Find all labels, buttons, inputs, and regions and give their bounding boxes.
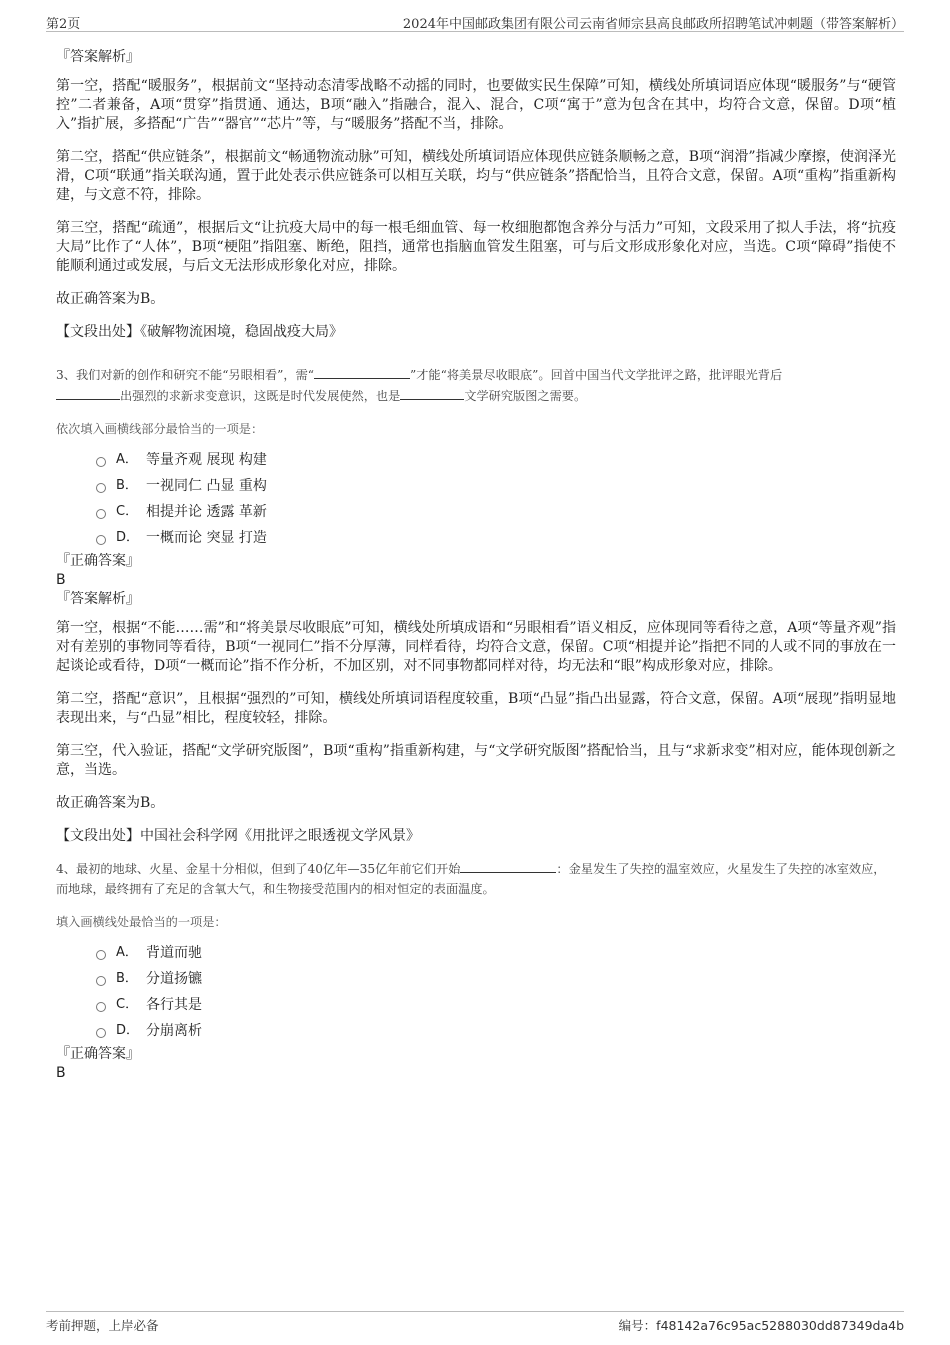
analysis-paragraph: 第一空，根据“不能……需”和“将美景尽收眼底”可知，横线处所填成语和“另眼相看”语义相反，应体现同等看待之意，A项“等量齐观”指对有差别的事物同等看待，B项“一视同仁”指不分厚薄，同样看待，均符合文意，保留。C项“相提并论”指把不同的人或不同的事放在一起谈论或看待，D项“一概而论”指不作分析，不加区别，对不同事物都同样对待，均无法和“眼”构成形象对应，排除。: [56, 620, 896, 674]
footer-slogan: 考前押题，上岸必备: [46, 1318, 159, 1333]
option-c[interactable]: [96, 992, 896, 1018]
answer-analysis-label: 『答案解析』: [56, 591, 140, 607]
analysis-paragraph: 第三空，搭配“疏通”，根据后文“让抗疫大局中的每一根毛细血管、每一枚细胞都饱含养分与活力”可知，文段采用了拟人手法，将“抗疫大局”比作了“人体”，B项“梗阻”指阻塞、断绝，阻挡，通常也指脑血管发生阻塞，可与后文形成形象化对应，当选。C项“障碍”指使不能顺利通过或发展，与后文无法形成形象化对应，排除。: [56, 220, 896, 274]
correct-answer: B: [56, 572, 66, 588]
stem-text: 4、最初的地球、火星、金星十分相似，但到了40亿年—35亿年前它们开始: [56, 862, 461, 876]
option-text: 一概而论 突显 打造: [146, 530, 267, 546]
answer-blank: [400, 385, 464, 400]
option-text: 各行其是: [146, 997, 202, 1013]
radio-button-icon[interactable]: [96, 457, 106, 467]
question-3: [56, 364, 896, 846]
header-divider: [46, 31, 904, 32]
option-d[interactable]: [96, 1018, 896, 1044]
option-list: [56, 447, 896, 551]
option-letter: A．: [116, 452, 138, 467]
option-c[interactable]: [96, 499, 896, 525]
option-d[interactable]: [96, 525, 896, 551]
analysis-paragraph: 第二空，搭配“供应链条”，根据前文“畅通物流动脉”可知，横线处所填词语应体现供应链条顺畅之意，B项“润滑”指减少摩擦，使润泽光滑，C项“联通”指关联沟通，置于此处表示供应链条可以相互关联，均与“供应链条”搭配恰当，且符合文意，保留。A项“重构”指重新构建，与文意不符，排除。: [56, 149, 896, 203]
analysis-paragraph: 第三空，代入验证，搭配“文学研究版图”，B项“重构”指重新构建，与“文学研究版图”搭配恰当，且与“求新求变”相对应，能体现创新之意，当选。: [56, 743, 896, 778]
question-stem: [56, 858, 896, 899]
page-footer: [0, 1306, 950, 1345]
option-letter: D．: [116, 1023, 140, 1038]
option-text: 分道扬镳: [146, 971, 202, 987]
stem-text: ”才能“将美景尽收眼底”。回首中国当代文学批评之路，批评眼光背后: [410, 368, 783, 382]
correct-answer-label: 『正确答案』: [56, 1046, 140, 1062]
option-letter: B．: [116, 971, 138, 986]
radio-button-icon[interactable]: [96, 950, 106, 960]
option-text: 一视同仁 凸显 重构: [146, 478, 267, 494]
stem-text: ：金星发生了失控的温室效应，火星发生了失控的冰室效应，而地球，最终拥有了充足的含氧大气，和生物接受范围内的相对恒定的表面温度。: [56, 862, 886, 896]
radio-button-icon[interactable]: [96, 509, 106, 519]
radio-button-icon[interactable]: [96, 1002, 106, 1012]
option-text: 相提并论 透露 革新: [146, 504, 267, 520]
answer-blank: [56, 385, 120, 400]
correct-answer: B: [56, 1065, 66, 1081]
radio-button-icon[interactable]: [96, 976, 106, 986]
conclusion: 故正确答案为B。: [56, 795, 165, 811]
radio-button-icon[interactable]: [96, 535, 106, 545]
passage-source: 【文段出处】《破解物流困境，稳固战疫大局》: [56, 324, 343, 340]
page-number: 第2页: [46, 17, 81, 32]
analysis-paragraph: 第一空，搭配“暖服务”，根据前文“坚持动态清零战略不动摇的同时，也要做实民生保障”可知，横线处所填词语应体现“暖服务”与“硬管控”二者兼备，A项“贯穿”指贯通、通达，B项“融入”指融合，混入、混合，C项“寓于”意为包含在其中，均符合文意，保留。D项“植入”指扩展，多搭配“广告”“器官”“芯片”等，与“暖服务”搭配不当，排除。: [56, 78, 896, 132]
passage-source: 【文段出处】中国社会科学网《用批评之眼透视文学风景》: [56, 828, 420, 844]
option-letter: C．: [116, 504, 139, 519]
option-text: 背道而驰: [146, 945, 202, 961]
correct-answer-label: 『正确答案』: [56, 553, 140, 569]
option-text: 分崩离析: [146, 1023, 202, 1039]
document-title: 2024年中国邮政集团有限公司云南省师宗县高良邮政所招聘笔试冲刺题（带答案解析）: [402, 17, 904, 32]
document-code-label: 编号：: [618, 1318, 657, 1333]
option-letter: C．: [116, 997, 139, 1012]
question-stem: [56, 364, 896, 406]
option-list: [56, 940, 896, 1044]
stem-text: 3、我们对新的创作和研究不能“另眼相看”，需“: [56, 368, 315, 382]
conclusion: 故正确答案为B。: [56, 291, 165, 307]
footer-divider: [46, 1311, 904, 1312]
option-text: 等量齐观 展现 构建: [146, 452, 267, 468]
option-a[interactable]: [96, 447, 896, 473]
option-a[interactable]: [96, 940, 896, 966]
question-instruction: 填入画横线处最恰当的一项是：: [56, 915, 227, 929]
answer-blank: [314, 364, 410, 379]
document-code-value: f48142a76c95ac5288030dd87349da4b: [656, 1318, 904, 1333]
option-letter: D．: [116, 530, 140, 545]
stem-text: 文学研究版图之需要。: [464, 389, 587, 403]
analysis-paragraph: 第二空，搭配“意识”，且根据“强烈的”可知，横线处所填词语程度较重，B项“凸显”指凸出显露，符合文意，保留。A项“展现”指明显地表现出来，与“凸显”相比，程度较轻，排除。: [56, 691, 896, 726]
option-letter: B．: [116, 478, 138, 493]
question-instruction: 依次填入画横线部分最恰当的一项是：: [56, 422, 264, 436]
option-b[interactable]: [96, 966, 896, 992]
option-b[interactable]: [96, 473, 896, 499]
answer-analysis-label: 『答案解析』: [56, 49, 140, 65]
stem-text: 出强烈的求新求变意识，这既是时代发展使然，也是: [120, 389, 401, 403]
page-header: [0, 0, 950, 34]
radio-button-icon[interactable]: [96, 1028, 106, 1038]
radio-button-icon[interactable]: [96, 483, 106, 493]
option-letter: A．: [116, 945, 138, 960]
document-code: [619, 1316, 904, 1334]
answer-blank: [460, 858, 556, 873]
question-4: [56, 858, 896, 1082]
page-content: [56, 47, 896, 1082]
